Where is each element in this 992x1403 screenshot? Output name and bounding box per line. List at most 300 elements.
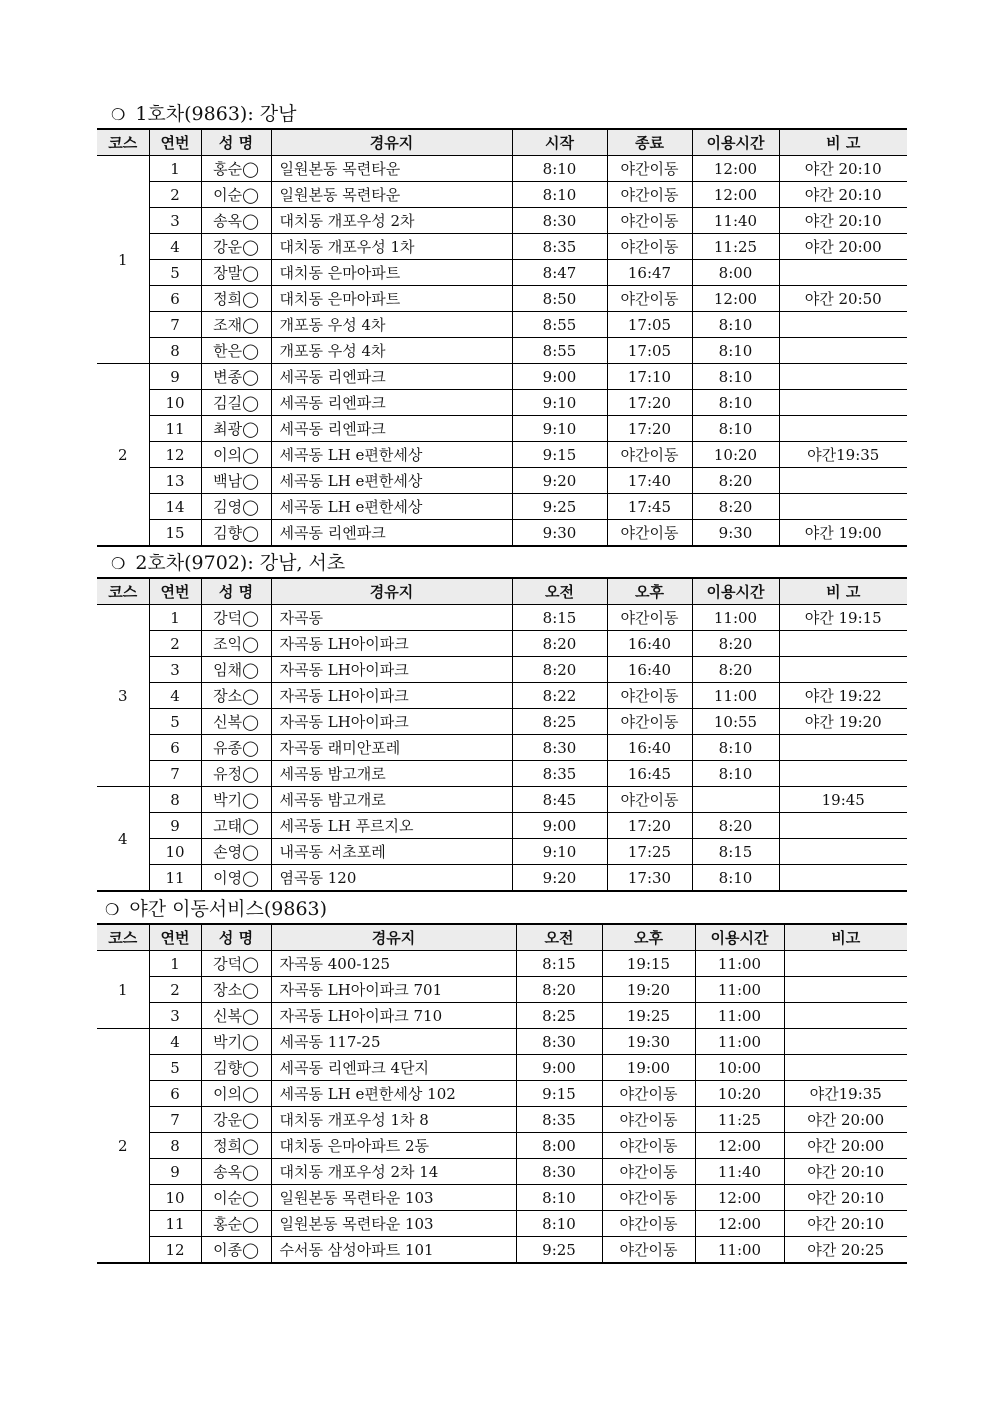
column-header: 코스 <box>97 924 149 951</box>
name-cell: 백남◯ <box>201 468 271 494</box>
table-row <box>97 951 907 977</box>
duration-cell: 8:20 <box>692 657 779 683</box>
start-time-cell: 8:10 <box>512 156 607 182</box>
route-cell: 세곡동 LH e편한세상 <box>271 442 512 468</box>
column-header: 비 고 <box>779 578 907 605</box>
start-time-cell: 8:20 <box>512 631 607 657</box>
row-number-cell: 3 <box>149 208 201 234</box>
duration-cell: 12:00 <box>692 286 779 312</box>
duration-cell: 11:00 <box>695 1003 784 1029</box>
table-row <box>97 683 907 709</box>
table-row <box>97 182 907 208</box>
row-number-cell: 8 <box>149 338 201 364</box>
column-header: 성 명 <box>201 924 271 951</box>
course-cell: 2 <box>97 1029 149 1264</box>
start-time-cell: 8:50 <box>512 286 607 312</box>
name-cell: 손영◯ <box>201 839 271 865</box>
note-cell <box>779 364 907 390</box>
note-cell: 야간 20:00 <box>784 1107 907 1133</box>
duration-cell: 11:00 <box>695 951 784 977</box>
duration-cell: 8:10 <box>692 416 779 442</box>
header-row <box>97 924 907 951</box>
duration-cell: 8:10 <box>692 390 779 416</box>
row-number-cell: 2 <box>149 977 201 1003</box>
note-cell <box>779 312 907 338</box>
start-time-cell: 8:35 <box>512 761 607 787</box>
route-cell: 개포동 우성 4차 <box>271 312 512 338</box>
name-cell: 변종◯ <box>201 364 271 390</box>
duration-cell: 10:55 <box>692 709 779 735</box>
end-time-cell: 17:20 <box>607 813 692 839</box>
duration-cell: 10:00 <box>695 1055 784 1081</box>
note-cell <box>784 1003 907 1029</box>
table-row <box>97 520 907 547</box>
row-number-cell: 10 <box>149 390 201 416</box>
note-cell: 야간 20:10 <box>784 1185 907 1211</box>
route-cell: 일원본동 목련타운 103 <box>271 1211 516 1237</box>
header-row <box>97 578 907 605</box>
route-cell: 수서동 삼성아파트 101 <box>271 1237 516 1264</box>
end-time-cell: 야간이동 <box>607 709 692 735</box>
section-heading <box>97 549 907 577</box>
name-cell: 이의◯ <box>201 1081 271 1107</box>
course-cell: 3 <box>97 605 149 787</box>
end-time-cell: 야간이동 <box>602 1081 695 1107</box>
column-header: 오전 <box>516 924 602 951</box>
name-cell: 정희◯ <box>201 1133 271 1159</box>
table-row <box>97 787 907 813</box>
table-row <box>97 1029 907 1055</box>
start-time-cell: 8:15 <box>516 951 602 977</box>
end-time-cell: 19:15 <box>602 951 695 977</box>
note-cell <box>779 657 907 683</box>
row-number-cell: 9 <box>149 813 201 839</box>
name-cell: 김향◯ <box>201 520 271 547</box>
end-time-cell: 야간이동 <box>602 1133 695 1159</box>
route-cell: 자곡동 LH아이파크 <box>271 683 512 709</box>
route-cell: 대치동 은마아파트 <box>271 286 512 312</box>
name-cell: 강덕◯ <box>201 951 271 977</box>
start-time-cell: 9:25 <box>516 1237 602 1264</box>
route-cell: 자곡동 LH아이파크 <box>271 657 512 683</box>
start-time-cell: 8:35 <box>516 1107 602 1133</box>
name-cell: 조익◯ <box>201 631 271 657</box>
row-number-cell: 2 <box>149 631 201 657</box>
name-cell: 김향◯ <box>201 1055 271 1081</box>
start-time-cell: 8:35 <box>512 234 607 260</box>
end-time-cell: 야간이동 <box>607 182 692 208</box>
name-cell: 정희◯ <box>201 286 271 312</box>
duration-cell: 11:25 <box>695 1107 784 1133</box>
note-cell <box>779 865 907 892</box>
row-number-cell: 15 <box>149 520 201 547</box>
table-row <box>97 839 907 865</box>
note-cell <box>779 735 907 761</box>
row-number-cell: 11 <box>149 865 201 892</box>
end-time-cell: 야간이동 <box>607 286 692 312</box>
section-title: 1호차(9863): 강남 <box>135 103 297 125</box>
table-row <box>97 1081 907 1107</box>
route-cell: 자곡동 LH아이파크 701 <box>271 977 516 1003</box>
start-time-cell: 9:20 <box>512 468 607 494</box>
end-time-cell: 19:00 <box>602 1055 695 1081</box>
name-cell: 강운◯ <box>201 1107 271 1133</box>
route-cell: 대치동 개포우성 1차 <box>271 234 512 260</box>
row-number-cell: 4 <box>149 234 201 260</box>
start-time-cell: 8:15 <box>512 605 607 631</box>
column-header: 경유지 <box>271 129 512 156</box>
duration-cell: 11:00 <box>695 1237 784 1264</box>
column-header: 시작 <box>512 129 607 156</box>
duration-cell: 8:10 <box>692 761 779 787</box>
row-number-cell: 5 <box>149 260 201 286</box>
section-title: 야간 이동서비스(9863) <box>129 898 328 920</box>
note-cell <box>784 1055 907 1081</box>
column-header: 오후 <box>602 924 695 951</box>
start-time-cell: 8:20 <box>512 657 607 683</box>
circle-bullet-icon: ❍ <box>111 105 126 124</box>
duration-cell: 8:10 <box>692 735 779 761</box>
row-number-cell: 10 <box>149 1185 201 1211</box>
start-time-cell: 9:15 <box>516 1081 602 1107</box>
end-time-cell: 19:20 <box>602 977 695 1003</box>
note-cell <box>779 338 907 364</box>
table-row <box>97 709 907 735</box>
table-row <box>97 813 907 839</box>
name-cell: 최광◯ <box>201 416 271 442</box>
row-number-cell: 1 <box>149 156 201 182</box>
start-time-cell: 8:00 <box>516 1133 602 1159</box>
table-row <box>97 338 907 364</box>
route-cell: 자곡동 LH아이파크 <box>271 709 512 735</box>
row-number-cell: 13 <box>149 468 201 494</box>
note-cell: 야간 19:15 <box>779 605 907 631</box>
route-cell: 자곡동 LH아이파크 710 <box>271 1003 516 1029</box>
row-number-cell: 2 <box>149 182 201 208</box>
table-row <box>97 1159 907 1185</box>
route-cell: 자곡동 400-125 <box>271 951 516 977</box>
header-row <box>97 129 907 156</box>
note-cell <box>779 416 907 442</box>
table-row <box>97 1107 907 1133</box>
note-cell <box>779 631 907 657</box>
name-cell: 장말◯ <box>201 260 271 286</box>
note-cell: 야간 20:10 <box>779 156 907 182</box>
table-row <box>97 1055 907 1081</box>
duration-cell: 8:20 <box>692 494 779 520</box>
column-header: 연번 <box>149 578 201 605</box>
duration-cell: 11:25 <box>692 234 779 260</box>
table-row <box>97 234 907 260</box>
row-number-cell: 3 <box>149 657 201 683</box>
row-number-cell: 5 <box>149 1055 201 1081</box>
route-cell: 자곡동 <box>271 605 512 631</box>
end-time-cell: 19:30 <box>602 1029 695 1055</box>
note-cell: 야간 20:10 <box>784 1159 907 1185</box>
note-cell: 야간 20:10 <box>779 182 907 208</box>
section-vehicle-1 <box>97 100 907 547</box>
note-cell <box>779 260 907 286</box>
row-number-cell: 8 <box>149 1133 201 1159</box>
duration-cell: 8:10 <box>692 865 779 892</box>
start-time-cell: 9:25 <box>512 494 607 520</box>
route-cell: 세곡동 LH e편한세상 102 <box>271 1081 516 1107</box>
note-cell <box>779 839 907 865</box>
end-time-cell: 16:45 <box>607 761 692 787</box>
duration-cell: 10:20 <box>695 1081 784 1107</box>
start-time-cell: 8:30 <box>516 1029 602 1055</box>
end-time-cell: 17:40 <box>607 468 692 494</box>
duration-cell <box>692 787 779 813</box>
note-cell <box>779 468 907 494</box>
column-header: 오전 <box>512 578 607 605</box>
note-cell <box>779 813 907 839</box>
table-row <box>97 494 907 520</box>
duration-cell: 11:00 <box>692 605 779 631</box>
table-row <box>97 977 907 1003</box>
note-cell: 야간 20:10 <box>779 208 907 234</box>
start-time-cell: 8:30 <box>512 735 607 761</box>
end-time-cell: 17:25 <box>607 839 692 865</box>
column-header: 성 명 <box>201 578 271 605</box>
name-cell: 송옥◯ <box>201 208 271 234</box>
course-cell: 2 <box>97 364 149 547</box>
row-number-cell: 8 <box>149 787 201 813</box>
row-number-cell: 7 <box>149 1107 201 1133</box>
note-cell <box>784 951 907 977</box>
start-time-cell: 9:10 <box>512 416 607 442</box>
route-cell: 세곡동 밤고개로 <box>271 761 512 787</box>
end-time-cell: 16:40 <box>607 735 692 761</box>
route-cell: 세곡동 리엔파크 <box>271 520 512 547</box>
name-cell: 박기◯ <box>201 1029 271 1055</box>
course-cell: 1 <box>97 156 149 364</box>
table-row <box>97 312 907 338</box>
end-time-cell: 17:30 <box>607 865 692 892</box>
duration-cell: 12:00 <box>695 1211 784 1237</box>
start-time-cell: 8:55 <box>512 338 607 364</box>
route-cell: 세곡동 117-25 <box>271 1029 516 1055</box>
name-cell: 조재◯ <box>201 312 271 338</box>
name-cell: 송옥◯ <box>201 1159 271 1185</box>
duration-cell: 11:40 <box>695 1159 784 1185</box>
route-cell: 세곡동 LH 푸르지오 <box>271 813 512 839</box>
row-number-cell: 5 <box>149 709 201 735</box>
circle-bullet-icon: ❍ <box>111 554 126 573</box>
column-header: 연번 <box>149 129 201 156</box>
name-cell: 홍순◯ <box>201 1211 271 1237</box>
start-time-cell: 8:47 <box>512 260 607 286</box>
note-cell <box>779 761 907 787</box>
row-number-cell: 12 <box>149 442 201 468</box>
start-time-cell: 8:25 <box>516 1003 602 1029</box>
route-cell: 일원본동 목련타운 103 <box>271 1185 516 1211</box>
name-cell: 김영◯ <box>201 494 271 520</box>
end-time-cell: 야간이동 <box>607 234 692 260</box>
row-number-cell: 10 <box>149 839 201 865</box>
end-time-cell: 17:20 <box>607 390 692 416</box>
name-cell: 김길◯ <box>201 390 271 416</box>
end-time-cell: 야간이동 <box>602 1211 695 1237</box>
table-row <box>97 260 907 286</box>
note-cell: 야간19:35 <box>779 442 907 468</box>
course-cell: 4 <box>97 787 149 892</box>
start-time-cell: 8:30 <box>512 208 607 234</box>
name-cell: 신복◯ <box>201 709 271 735</box>
table-row <box>97 761 907 787</box>
start-time-cell: 9:00 <box>512 813 607 839</box>
table-row <box>97 631 907 657</box>
end-time-cell: 야간이동 <box>607 208 692 234</box>
start-time-cell: 8:55 <box>512 312 607 338</box>
duration-cell: 8:10 <box>692 364 779 390</box>
duration-cell: 11:00 <box>695 977 784 1003</box>
duration-cell: 12:00 <box>692 156 779 182</box>
row-number-cell: 6 <box>149 1081 201 1107</box>
name-cell: 장소◯ <box>201 683 271 709</box>
duration-cell: 11:00 <box>695 1029 784 1055</box>
row-number-cell: 1 <box>149 951 201 977</box>
start-time-cell: 8:10 <box>516 1185 602 1211</box>
route-cell: 대치동 개포우성 1차 8 <box>271 1107 516 1133</box>
route-cell: 일원본동 목련타운 <box>271 182 512 208</box>
name-cell: 이순◯ <box>201 182 271 208</box>
end-time-cell: 야간이동 <box>607 156 692 182</box>
end-time-cell: 17:05 <box>607 338 692 364</box>
row-number-cell: 9 <box>149 1159 201 1185</box>
name-cell: 장소◯ <box>201 977 271 1003</box>
table-row <box>97 657 907 683</box>
start-time-cell: 8:25 <box>512 709 607 735</box>
duration-cell: 8:00 <box>692 260 779 286</box>
column-header: 이용시간 <box>695 924 784 951</box>
row-number-cell: 7 <box>149 312 201 338</box>
table-row <box>97 1003 907 1029</box>
column-header: 경유지 <box>271 578 512 605</box>
name-cell: 이순◯ <box>201 1185 271 1211</box>
row-number-cell: 3 <box>149 1003 201 1029</box>
column-header: 비 고 <box>779 129 907 156</box>
duration-cell: 11:40 <box>692 208 779 234</box>
row-number-cell: 4 <box>149 683 201 709</box>
route-cell: 세곡동 리엔파크 <box>271 390 512 416</box>
route-cell: 세곡동 리엔파크 4단지 <box>271 1055 516 1081</box>
name-cell: 이의◯ <box>201 442 271 468</box>
table-row <box>97 390 907 416</box>
note-cell: 야간 20:50 <box>779 286 907 312</box>
duration-cell: 12:00 <box>695 1185 784 1211</box>
note-cell: 야간 20:25 <box>784 1237 907 1264</box>
route-cell: 내곡동 서초포레 <box>271 839 512 865</box>
route-cell: 세곡동 LH e편한세상 <box>271 468 512 494</box>
table-row <box>97 1185 907 1211</box>
end-time-cell: 야간이동 <box>602 1237 695 1264</box>
table-row <box>97 735 907 761</box>
section-night-service <box>97 895 907 1264</box>
duration-cell: 8:15 <box>692 839 779 865</box>
table-row <box>97 1133 907 1159</box>
table-row <box>97 468 907 494</box>
start-time-cell: 8:20 <box>516 977 602 1003</box>
row-number-cell: 11 <box>149 416 201 442</box>
route-cell: 자곡동 래미안포레 <box>271 735 512 761</box>
route-cell: 대치동 은마아파트 2동 <box>271 1133 516 1159</box>
note-cell <box>784 977 907 1003</box>
duration-cell: 12:00 <box>692 182 779 208</box>
column-header: 성 명 <box>201 129 271 156</box>
note-cell: 야간 19:00 <box>779 520 907 547</box>
table-row <box>97 156 907 182</box>
section-vehicle-2 <box>97 549 907 892</box>
end-time-cell: 17:10 <box>607 364 692 390</box>
start-time-cell: 9:30 <box>512 520 607 547</box>
name-cell: 이종◯ <box>201 1237 271 1264</box>
circle-bullet-icon: ❍ <box>105 900 120 919</box>
row-number-cell: 9 <box>149 364 201 390</box>
row-number-cell: 4 <box>149 1029 201 1055</box>
end-time-cell: 야간이동 <box>607 605 692 631</box>
end-time-cell: 19:25 <box>602 1003 695 1029</box>
note-cell <box>779 390 907 416</box>
duration-cell: 8:10 <box>692 312 779 338</box>
end-time-cell: 야간이동 <box>607 683 692 709</box>
section-title: 2호차(9702): 강남, 서초 <box>135 552 346 574</box>
name-cell: 임채◯ <box>201 657 271 683</box>
route-cell: 대치동 개포우성 2차 14 <box>271 1159 516 1185</box>
name-cell: 이영◯ <box>201 865 271 892</box>
start-time-cell: 8:22 <box>512 683 607 709</box>
column-header: 경유지 <box>271 924 516 951</box>
duration-cell: 8:20 <box>692 468 779 494</box>
table-row <box>97 286 907 312</box>
column-header: 이용시간 <box>692 578 779 605</box>
column-header: 비고 <box>784 924 907 951</box>
table-row <box>97 1237 907 1264</box>
end-time-cell: 16:40 <box>607 631 692 657</box>
schedule-table <box>97 128 907 547</box>
schedule-table <box>97 923 907 1264</box>
row-number-cell: 12 <box>149 1237 201 1264</box>
route-cell: 대치동 개포우성 2차 <box>271 208 512 234</box>
route-cell: 자곡동 LH아이파크 <box>271 631 512 657</box>
table-row <box>97 1211 907 1237</box>
end-time-cell: 야간이동 <box>602 1185 695 1211</box>
row-number-cell: 7 <box>149 761 201 787</box>
duration-cell: 12:00 <box>695 1133 784 1159</box>
end-time-cell: 17:45 <box>607 494 692 520</box>
name-cell: 한은◯ <box>201 338 271 364</box>
table-row <box>97 208 907 234</box>
duration-cell: 11:00 <box>692 683 779 709</box>
duration-cell: 8:10 <box>692 338 779 364</box>
schedule-table <box>97 577 907 892</box>
route-cell: 염곡동 120 <box>271 865 512 892</box>
section-heading <box>97 895 907 923</box>
row-number-cell: 1 <box>149 605 201 631</box>
duration-cell: 8:20 <box>692 813 779 839</box>
route-cell: 일원본동 목련타운 <box>271 156 512 182</box>
section-heading <box>97 100 907 128</box>
end-time-cell: 야간이동 <box>607 787 692 813</box>
row-number-cell: 6 <box>149 735 201 761</box>
note-cell: 19:45 <box>779 787 907 813</box>
row-number-cell: 14 <box>149 494 201 520</box>
column-header: 연번 <box>149 924 201 951</box>
name-cell: 신복◯ <box>201 1003 271 1029</box>
end-time-cell: 야간이동 <box>602 1159 695 1185</box>
end-time-cell: 17:05 <box>607 312 692 338</box>
start-time-cell: 9:20 <box>512 865 607 892</box>
